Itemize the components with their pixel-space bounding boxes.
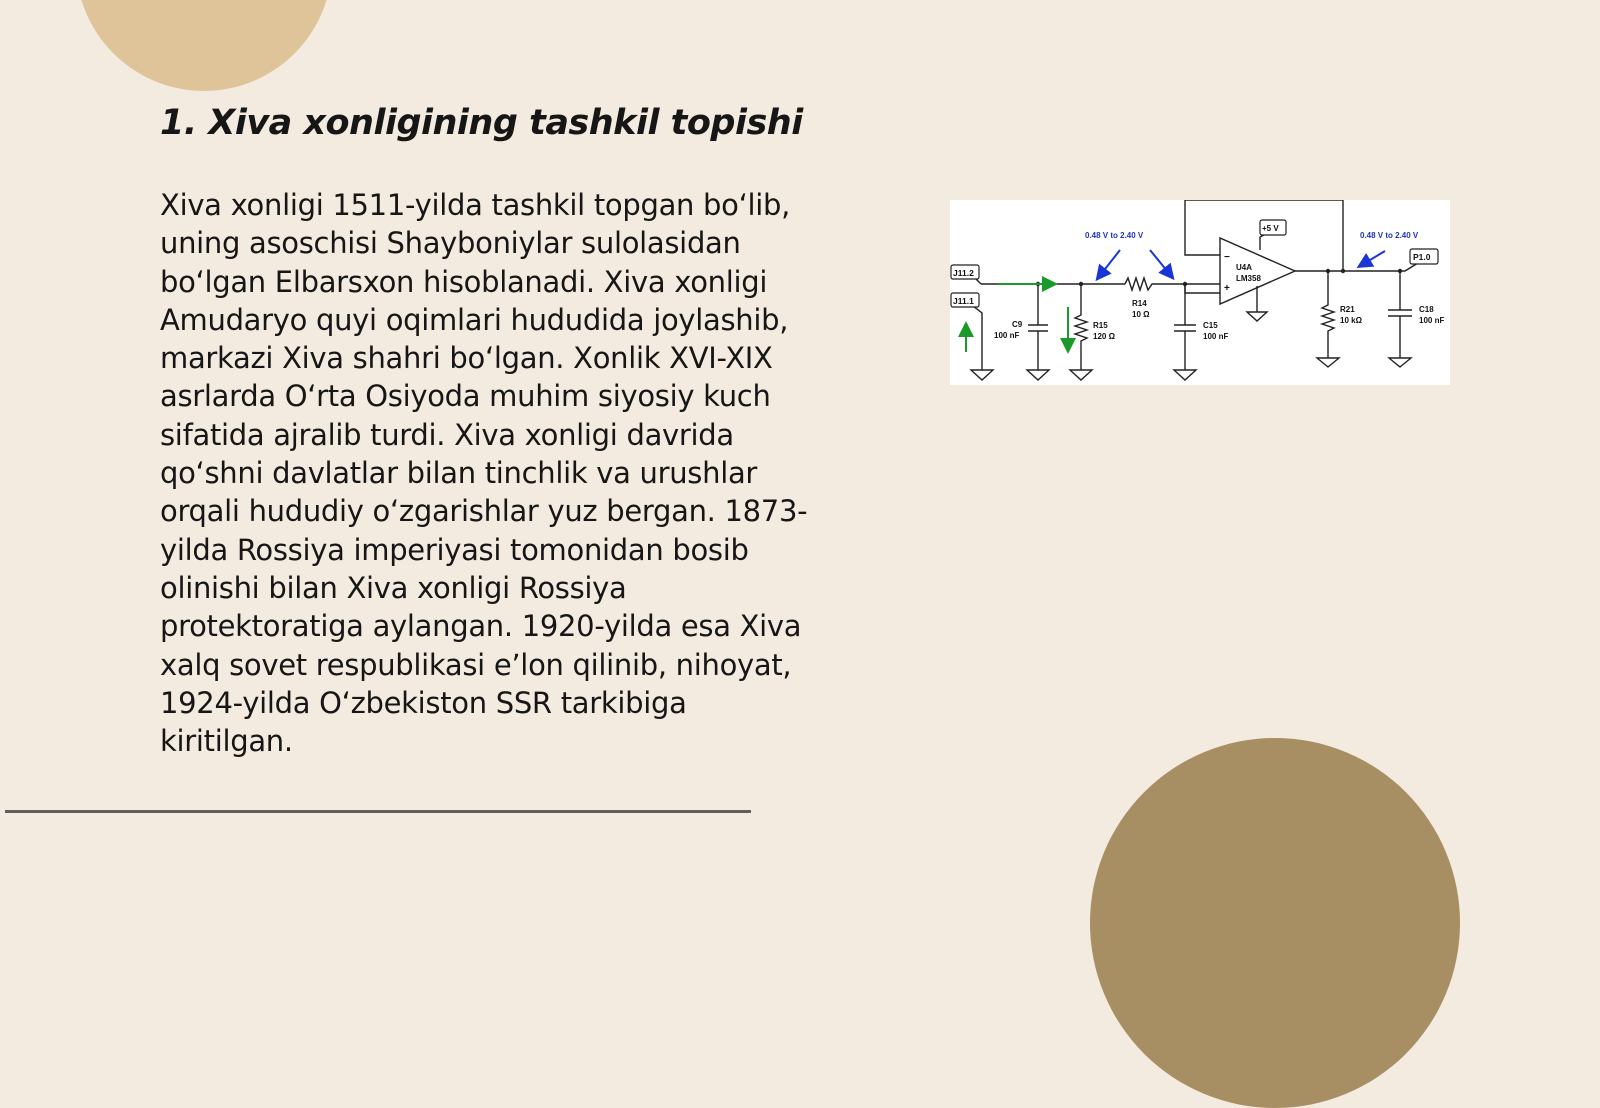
- body-line: uning asoschisi Shayboniylar sulolasidan: [160, 226, 741, 261]
- decorative-circle-top: [76, 0, 332, 91]
- body-line: boʻlgan Elbarsxon hisoblanadi. Xiva xonligi: [160, 264, 768, 299]
- label-p1-0: P1.0: [1413, 252, 1431, 262]
- resistor-r21: [1322, 271, 1334, 358]
- label-c18-value: 100 nF: [1419, 316, 1445, 325]
- capacitor-c18: [1388, 271, 1412, 358]
- body-line: orqali hududiy oʻzgarishlar yuz bergan. 1873-: [160, 494, 808, 529]
- capacitor-c15: [1174, 284, 1196, 370]
- arrow-blue-left-1: [1098, 250, 1120, 278]
- label-opamp-minus: −: [1224, 252, 1230, 263]
- capacitor-c9: [1028, 284, 1048, 370]
- label-c9-value: 100 nF: [994, 331, 1020, 340]
- body-line: sifatida ajralib turdi. Xiva xonligi davrida: [160, 417, 734, 452]
- label-r15-name: R15: [1093, 321, 1108, 330]
- body-line: Xiva xonligi 1511-yilda tashkil topgan boʻlib,: [160, 188, 791, 222]
- slide-title: 1. Xiva xonligining tashkil topishi: [160, 103, 803, 143]
- body-line: qoʻshni davlatlar bilan tinchlik va urushlar: [160, 456, 758, 491]
- arrow-blue-right: [1360, 251, 1385, 266]
- label-j11-2: J11.2: [953, 268, 974, 278]
- body-line: asrlarda Oʻrta Osiyoda muhim siyosiy kuch: [160, 379, 771, 414]
- body-line: Amudaryo quyi oqimlari hududida joylashib,: [160, 302, 789, 337]
- decorative-circle-bottom: [1090, 738, 1460, 1108]
- resistor-r14: [1125, 278, 1155, 290]
- wire-opamp-plus: [1185, 284, 1220, 293]
- label-c15-value: 100 nF: [1203, 332, 1229, 341]
- resistor-r15: [1075, 284, 1087, 370]
- label-c15-name: C15: [1203, 321, 1218, 330]
- label-opamp-plus: +: [1224, 283, 1230, 294]
- body-line: xalq sovet respublikasi e’lon qilinib, nihoyat,: [160, 647, 792, 682]
- circuit-diagram-image: [950, 200, 1450, 385]
- label-r21-value: 10 kΩ: [1340, 316, 1362, 325]
- label-voltage-range-right: 0.48 V to 2.40 V: [1360, 231, 1419, 240]
- body-line: kiritilgan.: [160, 724, 293, 759]
- body-line: 1924-yilda Oʻzbekiston SSR tarkibiga: [160, 685, 687, 720]
- slide-body-text: [160, 186, 840, 760]
- body-line: markazi Xiva shahri boʻlgan. Xonlik XVI-XIX: [160, 341, 773, 376]
- divider-line: [5, 810, 751, 813]
- circuit-schematic: [950, 200, 1450, 385]
- wire-j11-1: [973, 306, 982, 370]
- label-supply: +5 V: [1262, 224, 1279, 233]
- label-voltage-range-left: 0.48 V to 2.40 V: [1085, 231, 1144, 240]
- label-c18-name: C18: [1419, 305, 1434, 314]
- label-j11-1: J11.1: [953, 296, 974, 306]
- label-r14-name: R14: [1132, 299, 1147, 308]
- label-c9-name: C9: [1012, 320, 1023, 329]
- label-r15-value: 120 Ω: [1093, 332, 1115, 341]
- label-r14-value: 10 Ω: [1132, 310, 1150, 319]
- label-opamp-part: LM358: [1236, 274, 1261, 283]
- body-line: yilda Rossiya imperiyasi tomonidan bosib: [160, 532, 749, 567]
- label-r21-name: R21: [1340, 305, 1355, 314]
- label-opamp-name: U4A: [1236, 263, 1253, 272]
- body-line: olinishi bilan Xiva xonligi Rossiya: [160, 570, 627, 605]
- arrow-blue-left-2: [1150, 250, 1172, 277]
- body-line: protektoratiga aylangan. 1920-yilda esa Xiva: [160, 609, 802, 644]
